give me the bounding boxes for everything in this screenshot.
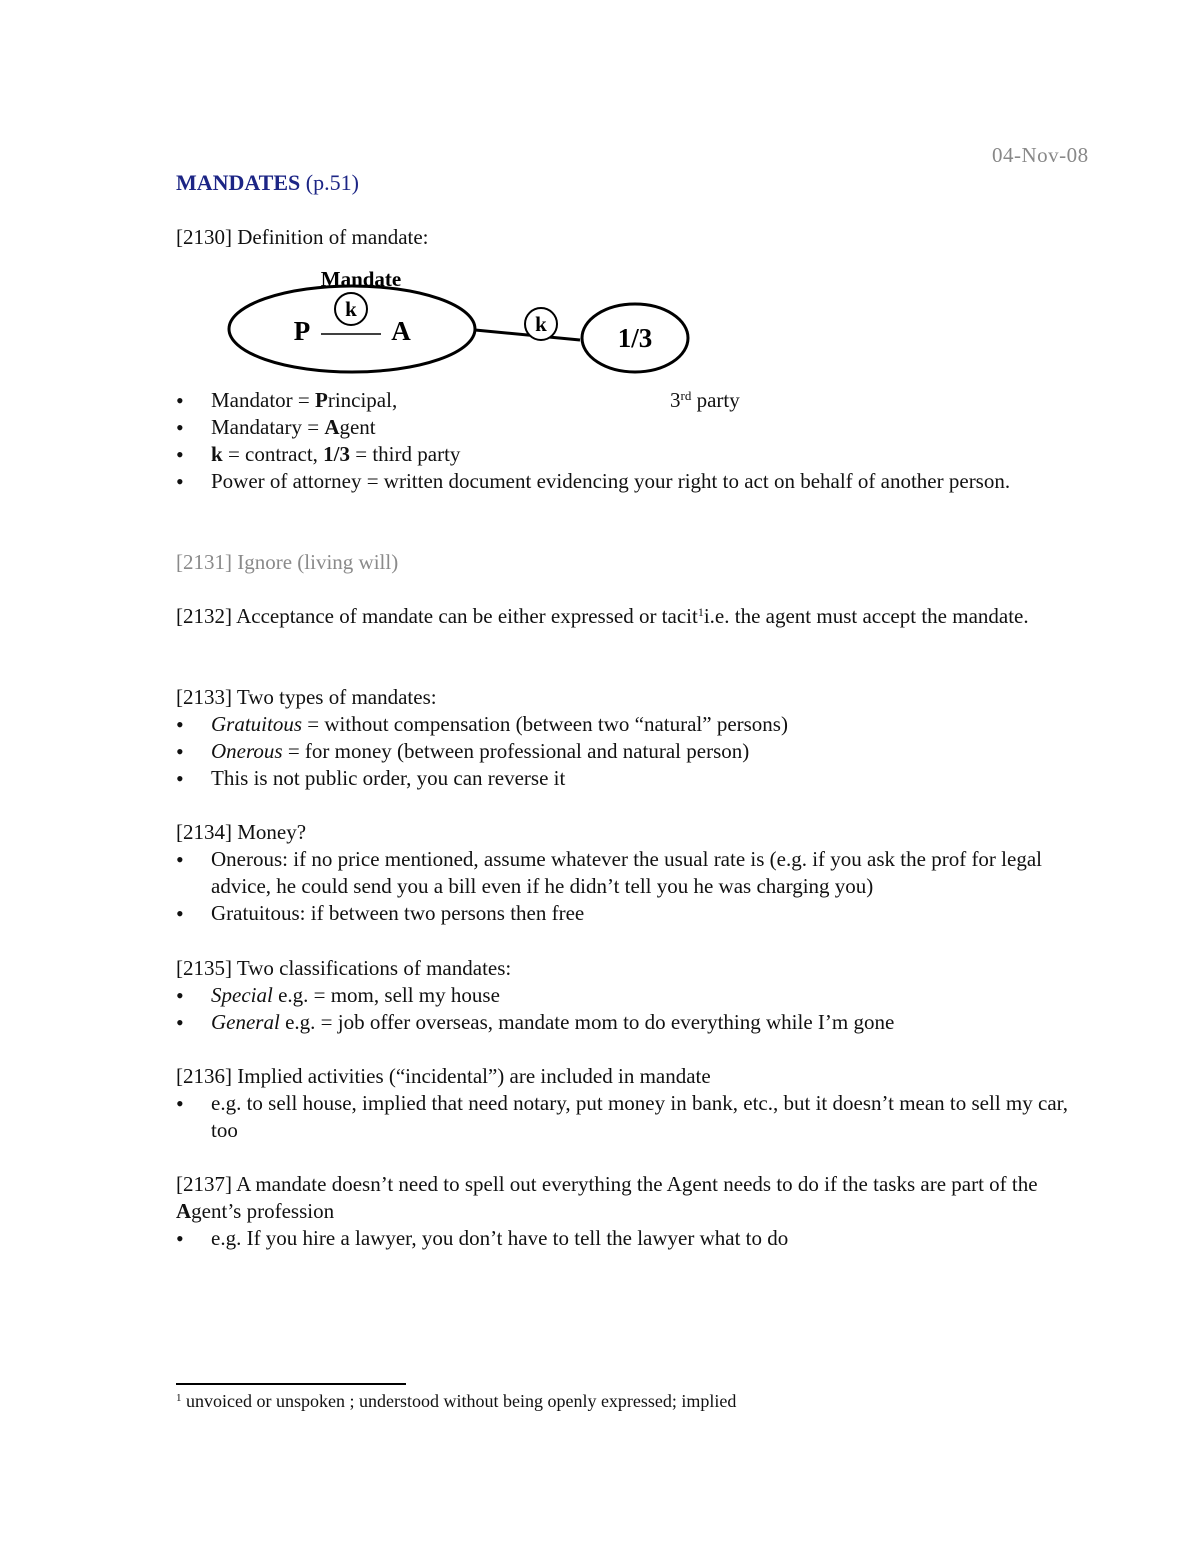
- list-item: • Power of attorney = written document evidencing your right to act on behalf of another person.: [176, 468, 1096, 495]
- list-item: • Mandatary = Agent: [176, 414, 1096, 441]
- page-title: [176, 170, 359, 196]
- footnote-ref[interactable]: 1: [697, 605, 704, 619]
- list-item: • This is not public order, you can reverse it: [176, 765, 1096, 792]
- list-item: • e.g. to sell house, implied that need notary, put money in bank, etc., but it doesn’t mean to sell my car, too: [176, 1090, 1096, 1144]
- section-2135-heading: [2135] Two classifications of mandates:: [176, 956, 512, 980]
- section-2131: [2131] Ignore (living will): [176, 550, 399, 574]
- title-page-ref: (p.51): [305, 170, 359, 195]
- section-2134-heading: [2134] Money?: [176, 820, 307, 844]
- footnote-divider: [176, 1383, 406, 1385]
- agent-label: A: [391, 316, 411, 346]
- list-item: • Gratuitous = without compensation (between two “natural” persons): [176, 711, 1096, 738]
- third-party-label: 1/3: [617, 323, 653, 353]
- list-item: • e.g. If you hire a lawyer, you don’t have to tell the lawyer what to do: [176, 1225, 1096, 1252]
- third-party-caption: 3rd party: [670, 388, 740, 412]
- k-label-outer: k: [535, 312, 547, 336]
- list-item: • Special e.g. = mom, sell my house: [176, 982, 1096, 1009]
- mandate-diagram: [225, 268, 695, 378]
- list-item: • Onerous: if no price mentioned, assume whatever the usual rate is (e.g. if you ask the prof for legal advice, he could send you a bill even if he didn’t tell you he was charging you): [176, 846, 1096, 900]
- document-date: 04-Nov-08: [992, 143, 1089, 167]
- section-2133-heading: [2133] Two types of mandates:: [176, 685, 437, 709]
- section-2130-heading: [2130] Definition of mandate:: [176, 225, 429, 249]
- k-label-inner: k: [345, 297, 357, 321]
- principal-label: P: [293, 316, 311, 346]
- title-main: MANDATES: [176, 170, 301, 195]
- mandate-label: Mandate: [320, 268, 402, 291]
- section-2134-list: [176, 846, 1096, 927]
- list-item: • Mandator = Principal,: [176, 387, 1096, 414]
- list-item: • General e.g. = job offer overseas, mandate mom to do everything while I’m gone: [176, 1009, 1096, 1036]
- section-2136-list: [176, 1090, 1096, 1144]
- section-2130-list: [176, 387, 1096, 495]
- section-2135-list: [176, 982, 1096, 1036]
- list-item: • Onerous = for money (between professional and natural person): [176, 738, 1096, 765]
- list-item: • k = contract, 1/3 = third party: [176, 441, 1096, 468]
- list-item: • Gratuitous: if between two persons then free: [176, 900, 1096, 927]
- footnote: $^1$ unvoiced or unspoken ; understood without being openly expressed; implied: [176, 1391, 737, 1411]
- section-2137: [2137] A mandate doesn’t need to spell out everything the Agent needs to do if the tasks are part of the Agent’s profession: [176, 1172, 1038, 1223]
- section-2133-list: [176, 711, 1096, 792]
- section-2132: [2132] Acceptance of mandate can be either expressed or tacit$^1$i.e. the agent must accept the mandate.: [176, 604, 1029, 628]
- section-2136-heading: [2136] Implied activities (“incidental”) are included in mandate: [176, 1064, 711, 1088]
- section-2137-list: [176, 1225, 1096, 1252]
